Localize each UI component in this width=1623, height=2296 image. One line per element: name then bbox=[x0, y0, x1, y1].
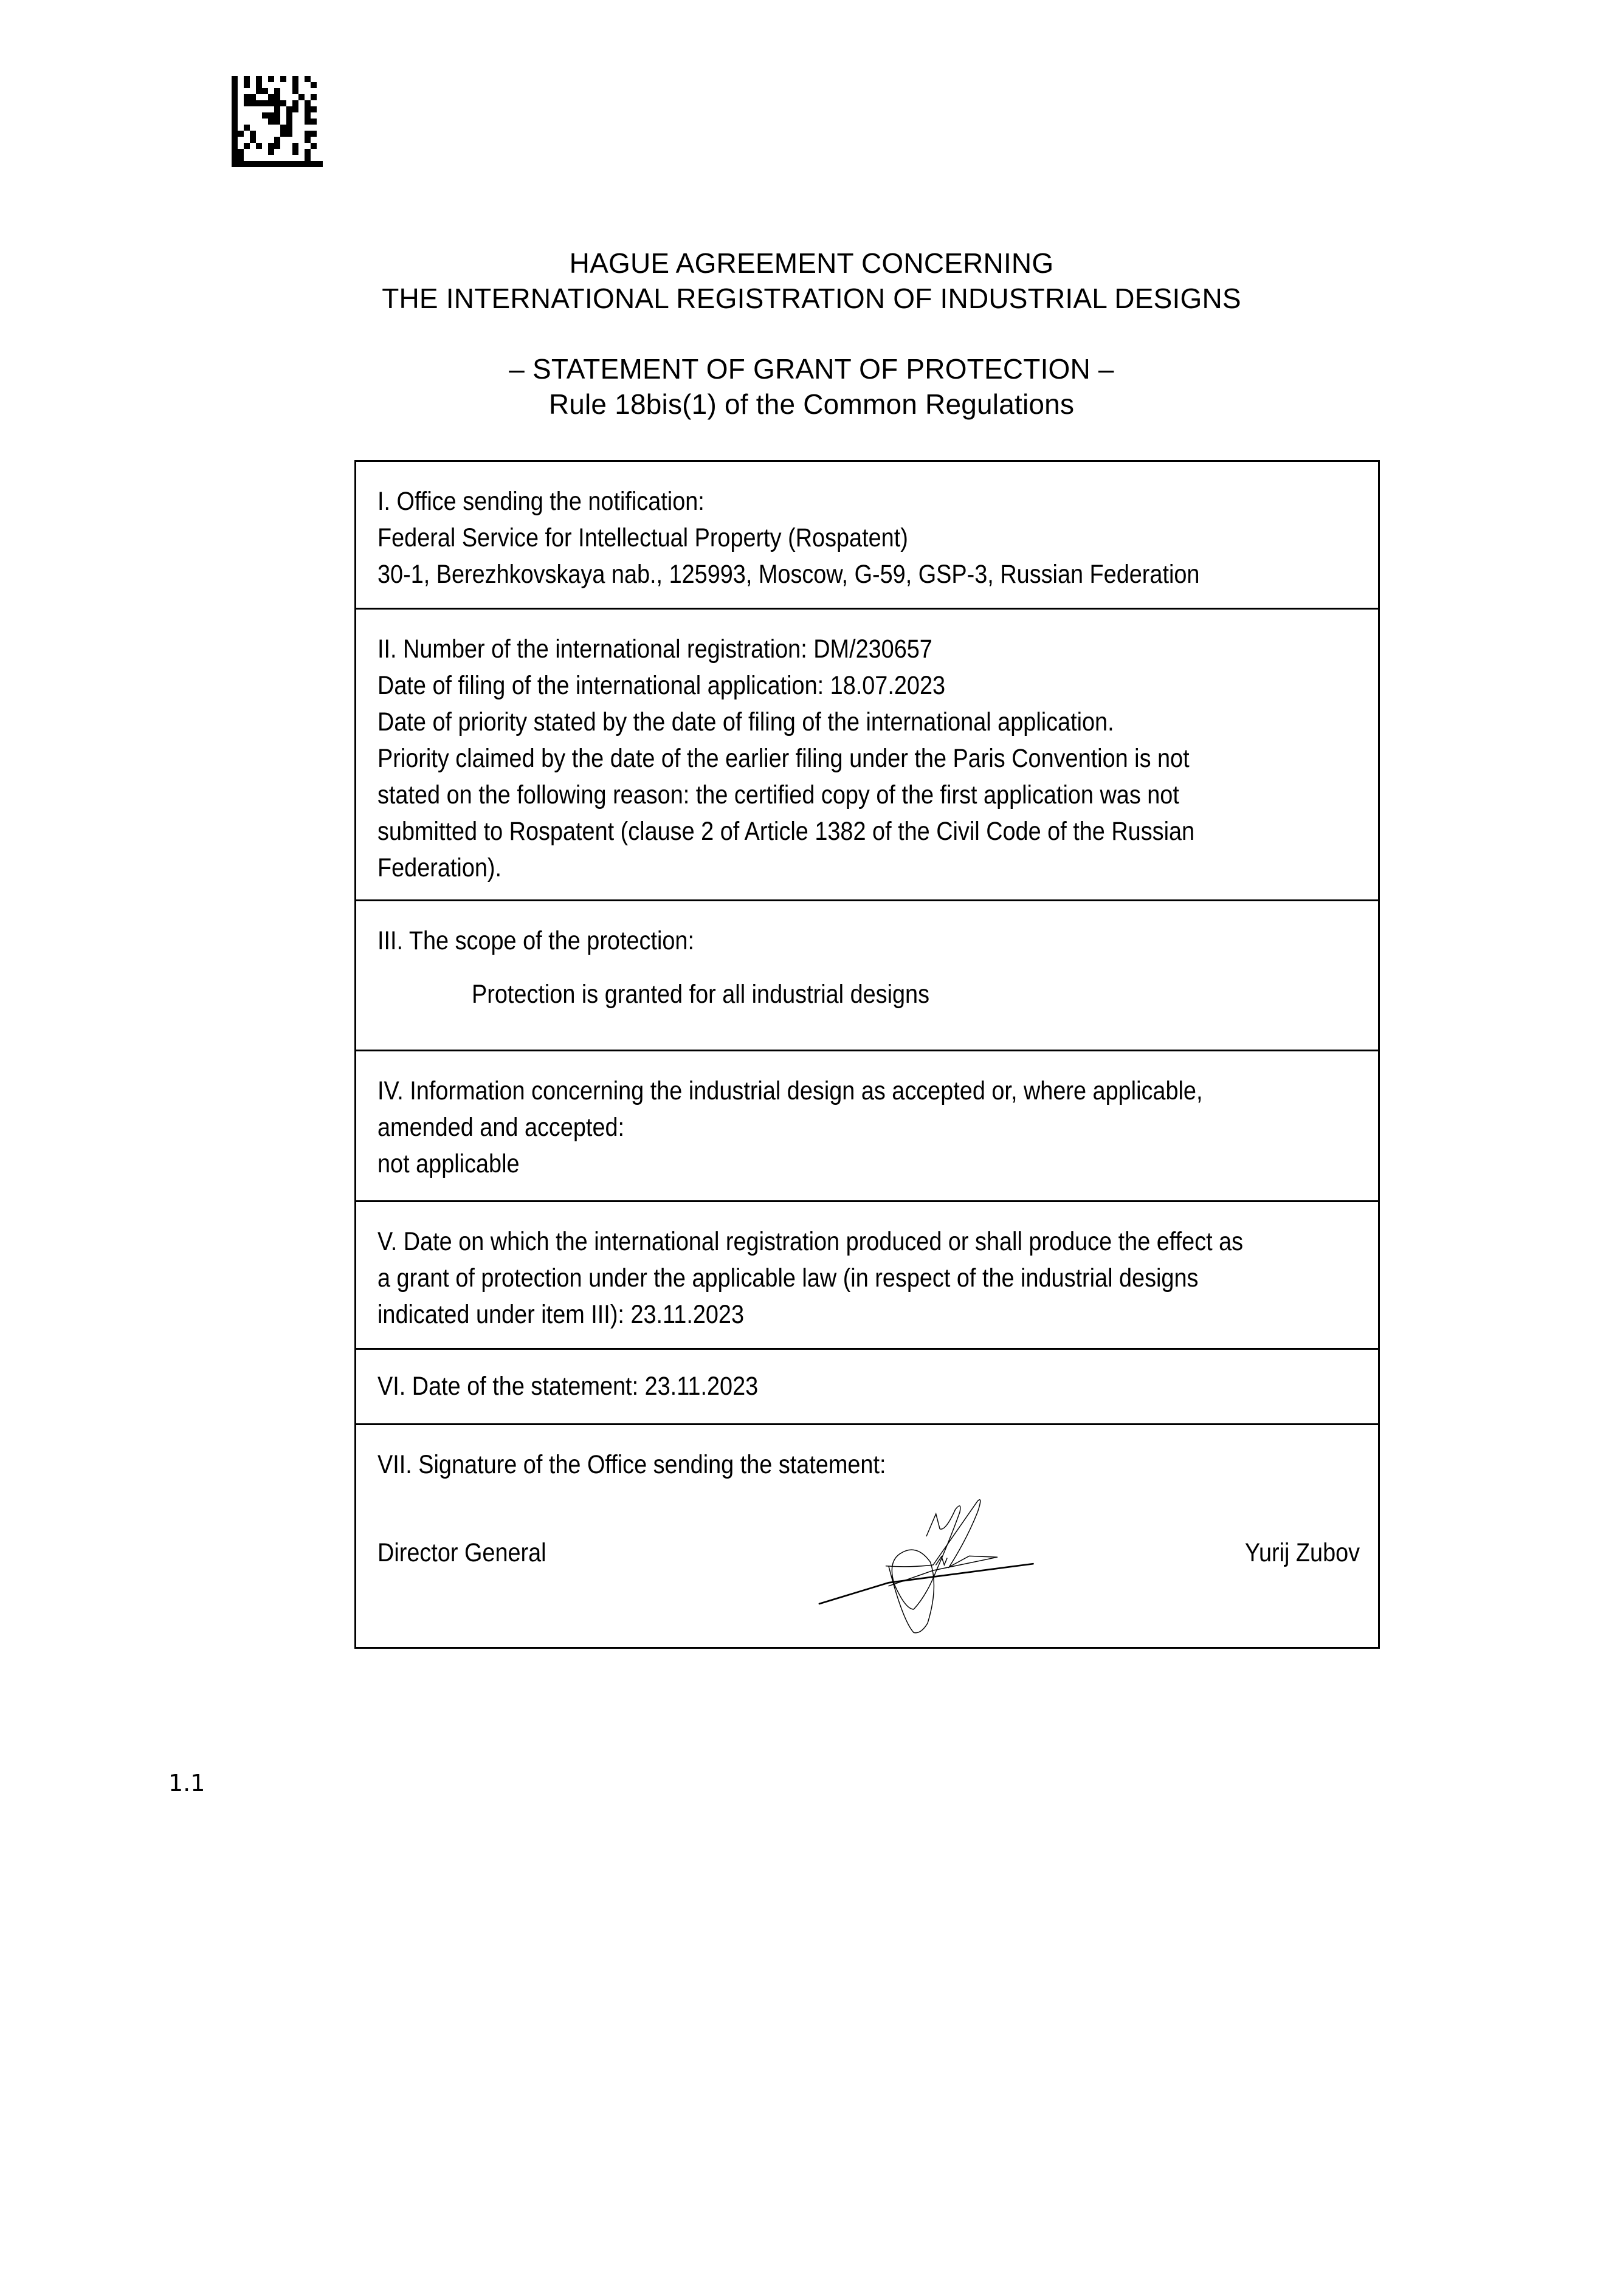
filing-date: Date of filing of the international application: 18.07.2023 bbox=[377, 671, 946, 700]
document-subtitle bbox=[0, 351, 1623, 422]
section-information bbox=[356, 1051, 1378, 1202]
paris-priority-line: Priority claimed by the date of the earlier filing under the Paris Convention is not bbox=[377, 744, 1190, 773]
office-address: 30-1, Berezhkovskaya nab., 125993, Moscow, G-59, GSP-3, Russian Federation bbox=[377, 560, 1200, 589]
page-number: 1.1 bbox=[168, 1770, 205, 1796]
office-heading: I. Office sending the notification: bbox=[377, 487, 705, 516]
statement-table bbox=[354, 460, 1380, 1649]
paris-priority-line: Federation). bbox=[377, 853, 502, 882]
section-scope bbox=[356, 901, 1378, 1051]
effect-date-line: V. Date on which the international registration produced or shall produce the effect as bbox=[377, 1227, 1244, 1256]
signature-icon bbox=[800, 1483, 1055, 1647]
information-heading-line: IV. Information concerning the industrial design as accepted or, where applicable, bbox=[377, 1076, 1203, 1105]
datamatrix-icon bbox=[231, 76, 323, 167]
section-statement-date bbox=[356, 1350, 1378, 1425]
paris-priority-line: stated on the following reason: the certified copy of the first application was not bbox=[377, 780, 1179, 809]
datamatrix-code bbox=[231, 76, 323, 167]
statement-date: VI. Date of the statement: 23.11.2023 bbox=[377, 1372, 759, 1401]
effect-date-line: a grant of protection under the applicable law (in respect of the industrial designs bbox=[377, 1263, 1199, 1293]
registration-number: II. Number of the international registration: DM/230657 bbox=[377, 634, 932, 664]
subtitle-line-1: – STATEMENT OF GRANT OF PROTECTION – bbox=[509, 353, 1114, 385]
signature-heading: VII. Signature of the Office sending the statement: bbox=[377, 1450, 886, 1479]
section-office bbox=[356, 462, 1378, 610]
signatory-name: Yurij Zubov bbox=[1244, 1538, 1360, 1567]
scope-heading: III. The scope of the protection: bbox=[377, 926, 694, 955]
priority-date: Date of priority stated by the date of filing of the international application. bbox=[377, 707, 1114, 737]
subtitle-line-2: Rule 18bis(1) of the Common Regulations bbox=[548, 388, 1075, 420]
paris-priority-line: submitted to Rospatent (clause 2 of Article 1382 of the Civil Code of the Russian bbox=[377, 817, 1195, 846]
effect-date-line: indicated under item III): 23.11.2023 bbox=[377, 1300, 745, 1329]
information-value: not applicable bbox=[377, 1149, 520, 1178]
section-effect-date bbox=[356, 1202, 1378, 1350]
handwritten-signature bbox=[800, 1483, 1055, 1647]
section-registration bbox=[356, 610, 1378, 901]
title-line-1: HAGUE AGREEMENT CONCERNING bbox=[569, 247, 1054, 279]
scope-value: Protection is granted for all industrial designs bbox=[472, 980, 930, 1009]
office-name: Federal Service for Intellectual Property (Rospatent) bbox=[377, 523, 908, 552]
document-title bbox=[0, 246, 1623, 316]
title-line-2: THE INTERNATIONAL REGISTRATION OF INDUSTRIAL DESIGNS bbox=[382, 283, 1241, 314]
information-heading-line: amended and accepted: bbox=[377, 1113, 625, 1142]
signatory-position: Director General bbox=[377, 1538, 546, 1567]
